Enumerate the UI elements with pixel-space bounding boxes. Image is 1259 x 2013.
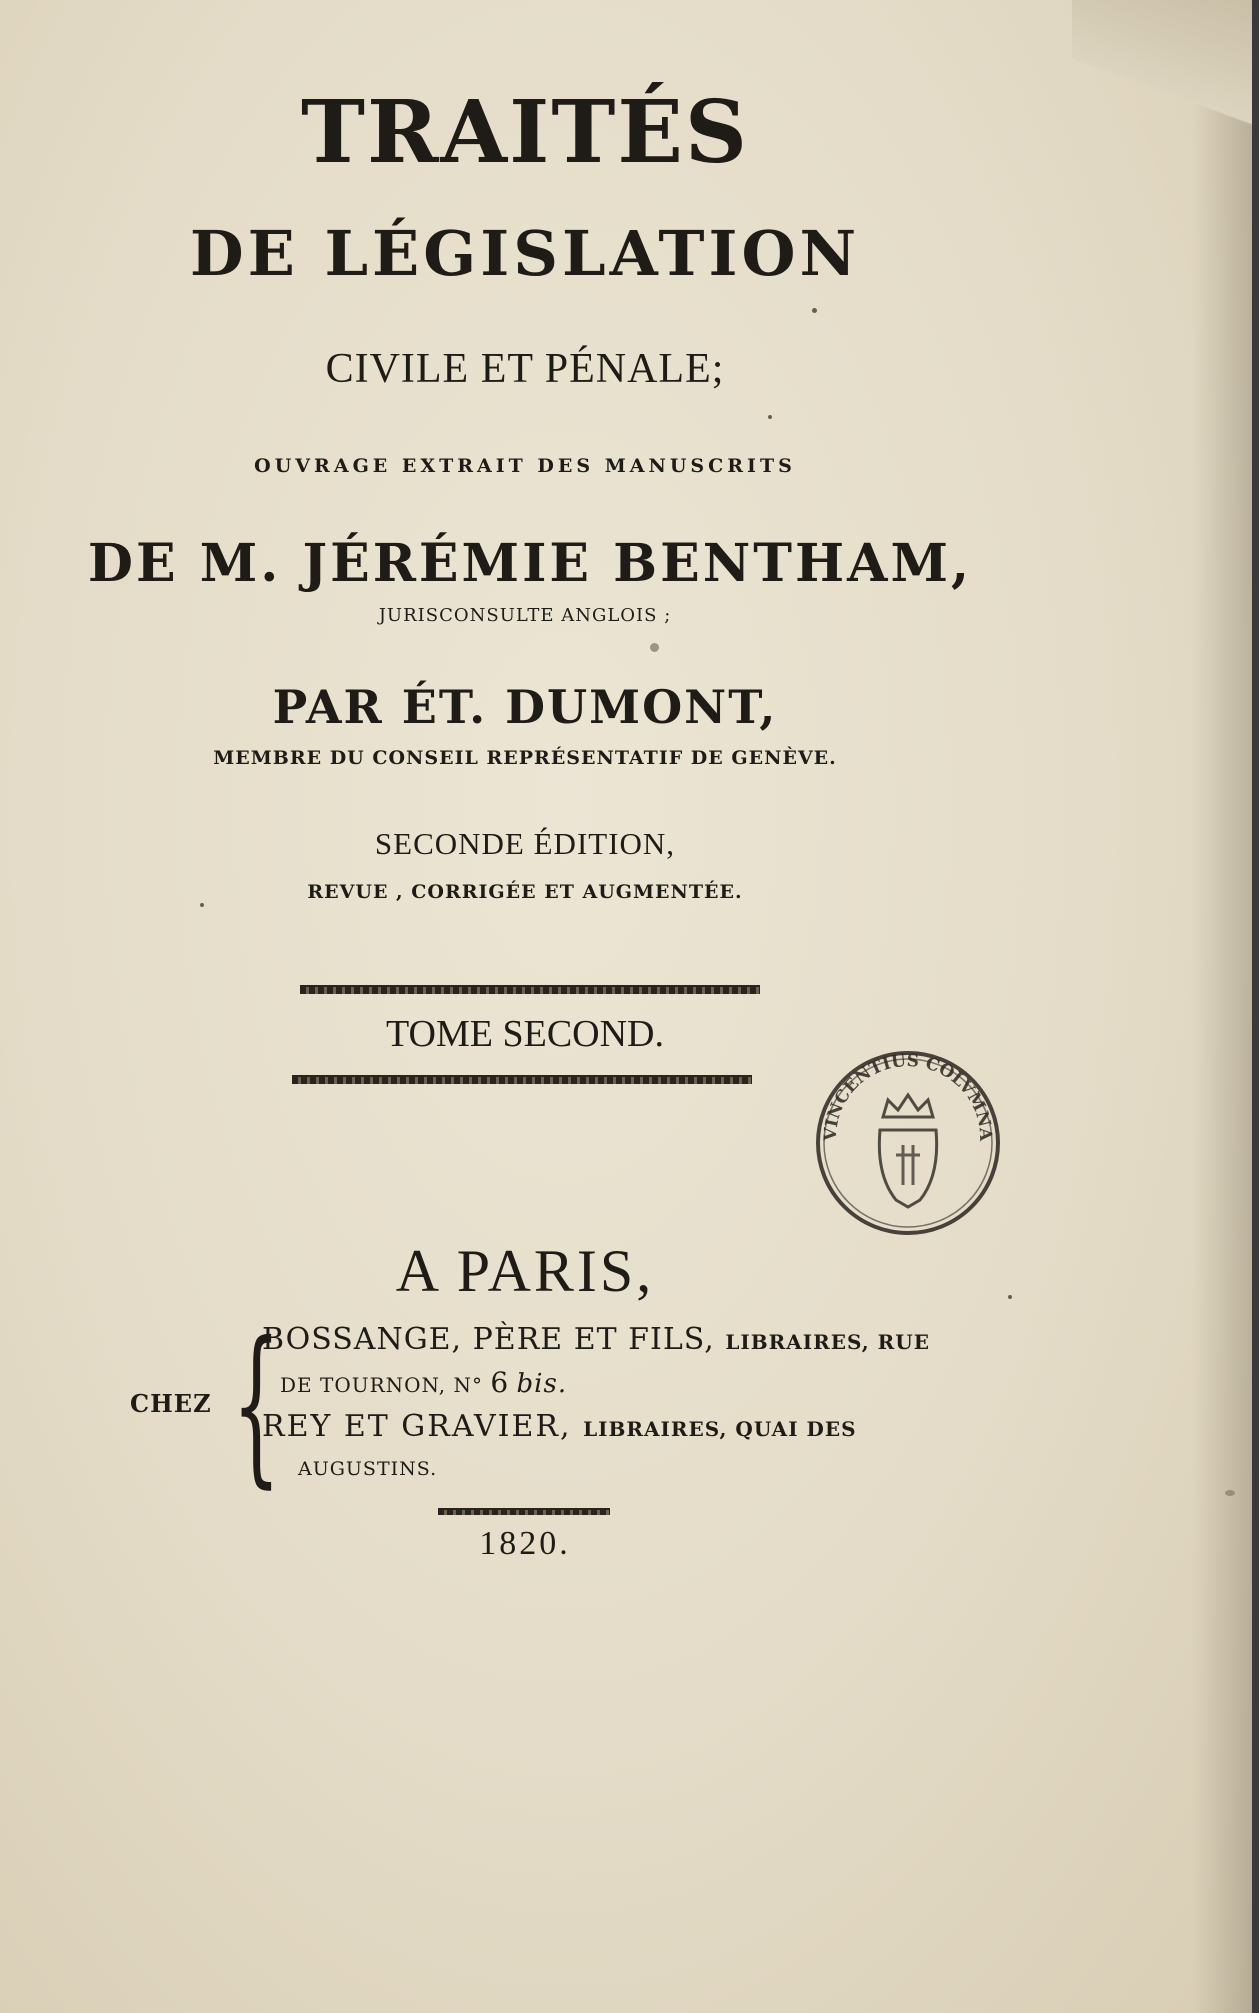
paper-speck xyxy=(650,643,659,652)
subtitle: OUVRAGE EXTRAIT DES MANUSCRITS xyxy=(254,455,796,477)
publisher-1-address: DE TOURNON, N° xyxy=(280,1373,483,1397)
publication-year: 1820. xyxy=(479,1525,571,1562)
paper-speck xyxy=(1008,1295,1012,1299)
brace-glyph: { xyxy=(232,1306,281,1504)
publisher-1-line xyxy=(262,1322,930,1357)
publisher-2-line xyxy=(262,1409,857,1444)
title-line-1: TRAITÉS xyxy=(300,82,750,183)
publisher-1-address-line xyxy=(280,1366,567,1399)
publisher-1-role: LIBRAIRES, RUE xyxy=(725,1330,930,1354)
title-line-3: CIVILE ET PÉNALE; xyxy=(325,346,725,392)
author-description: JURISCONSULTE ANGLOIS ; xyxy=(378,605,672,626)
ornamental-rule-bottom xyxy=(292,1075,752,1084)
publisher-2-address: AUGUSTINS. xyxy=(298,1458,438,1480)
paper-speck xyxy=(1225,1490,1235,1496)
ornamental-rule-top xyxy=(300,985,760,994)
stamp-text: VINCENTIUS COLVMNA xyxy=(820,1050,996,1142)
paper-speck xyxy=(768,415,772,419)
volume-label: TOME SECOND. xyxy=(386,1013,664,1055)
city-line: A PARIS, xyxy=(395,1238,655,1304)
paper-speck xyxy=(200,903,204,907)
editor-description: MEMBRE DU CONSEIL REPRÉSENTATIF DE GENÈVE. xyxy=(213,747,837,769)
editor-line: PAR ÉT. DUMONT, xyxy=(272,680,778,734)
publisher-2-address-line xyxy=(298,1458,437,1480)
paper-speck xyxy=(812,308,817,313)
publisher-1-number: 6 xyxy=(490,1366,510,1399)
library-stamp xyxy=(808,1035,1008,1245)
title-line-2: DE LÉGISLATION xyxy=(189,217,861,290)
ornamental-rule-year xyxy=(438,1508,610,1515)
edition-description: REVUE , CORRIGÉE ET AUGMENTÉE. xyxy=(307,881,743,903)
publisher-1-bis: bis. xyxy=(516,1369,568,1399)
chez-label: CHEZ xyxy=(130,1389,212,1418)
publisher-2-name: REY ET GRAVIER, xyxy=(262,1409,572,1444)
author-line: DE M. JÉRÉMIE BENTHAM, xyxy=(87,533,973,594)
publisher-2-role: LIBRAIRES, QUAI DES xyxy=(583,1417,857,1441)
publisher-1-name: BOSSANGE, PÈRE ET FILS, xyxy=(262,1322,715,1357)
edition-line: SECONDE ÉDITION, xyxy=(374,826,676,861)
folded-corner xyxy=(1072,0,1252,140)
page-edge-shadow xyxy=(1192,0,1252,2013)
